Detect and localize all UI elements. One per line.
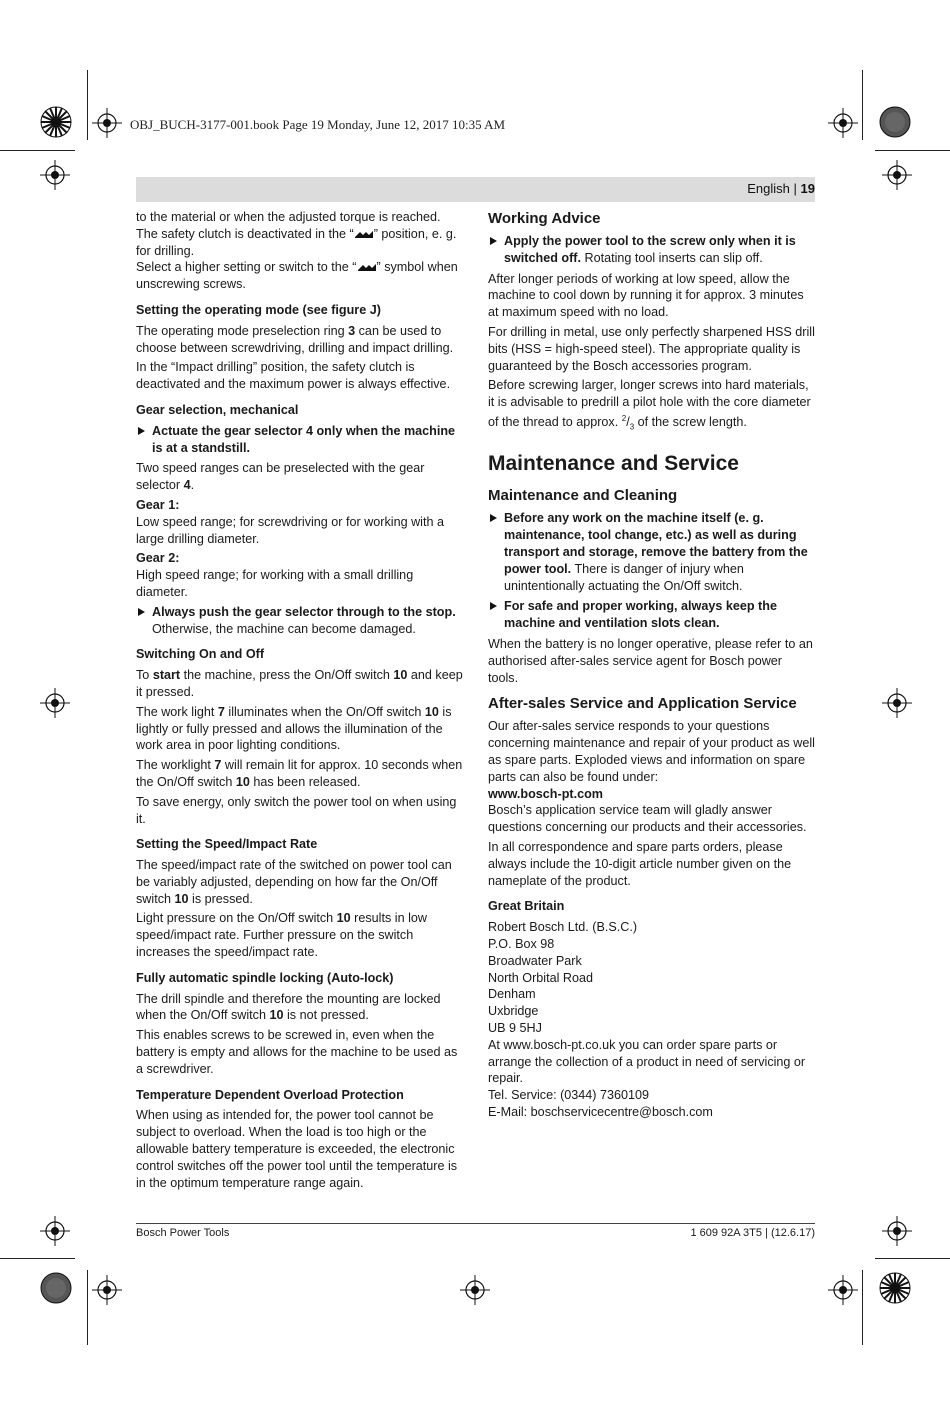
section-heading: Switching On and Off (136, 647, 265, 662)
registration-target-icon (92, 1275, 122, 1305)
bullet-triangle-icon (138, 608, 145, 616)
paragraph: Two speed ranges can be preselected with the gear selector 4. (136, 461, 425, 493)
phone-line: Tel. Service: (0344) 7360109 (488, 1088, 650, 1103)
section-heading: Temperature Dependent Overload Protection (136, 1087, 404, 1102)
address-line: Denham (488, 987, 536, 1002)
right-column (488, 209, 815, 1121)
paragraph: Low speed range; for screwdriving or for working with a large drilling diameter. (136, 514, 444, 546)
drill-symbol-icon (354, 230, 374, 239)
paragraph: The operating mode preselection ring 3 can be used to choose between screwdriving, drilling and impact drilling. (136, 323, 454, 355)
gray-disc-mark-icon (40, 1272, 72, 1304)
footer-brand: Bosch Power Tools (136, 1227, 230, 1239)
address-line: Uxbridge (488, 1004, 539, 1019)
warning-bullet: Actuate the gear selector 4 only when the machine is at a standstill. (136, 423, 463, 457)
service-url-link[interactable]: www.bosch-pt.com (488, 786, 603, 801)
registration-target-icon (40, 1216, 70, 1246)
gray-disc-mark-icon (879, 106, 911, 138)
paragraph: Light pressure on the On/Off switch 10 results in low speed/impact rate. Further pressure on the switch increases the speed/impact rate. (136, 911, 427, 960)
registration-target-icon (882, 688, 912, 718)
address-line: P.O. Box 98 (488, 937, 555, 951)
paragraph: The drill spindle and therefore the mounting are locked when the On/Off switch 10 is not pressed. (136, 991, 441, 1023)
warning-bullet: Before any work on the machine itself (e. g. maintenance, tool change, etc.) as well as during transport and storage, remove the battery from the power tool. There is danger of injury when unintentionally actuating the On/Off switch. (488, 510, 815, 594)
page-header (747, 181, 815, 196)
bullet-triangle-icon (490, 602, 497, 610)
page-header-bar (136, 177, 815, 202)
bullet-triangle-icon (138, 427, 145, 435)
paragraph: The speed/impact rate of the switched on power tool can be variably adjusted, depending on how far the On/Off switch 10 is pressed. (136, 858, 452, 906)
footer-doc-number: 1 609 92A 3T5 | (12.6.17) (690, 1227, 815, 1239)
starburst-mark-icon (40, 106, 72, 138)
file-meta-line: OBJ_BUCH-3177-001.book Page 19 Monday, June 12, 2017 10:35 AM (130, 117, 506, 132)
registration-target-icon (828, 1275, 858, 1305)
paragraph: High speed range; for working with a small drilling diameter. (136, 568, 414, 599)
section-heading: After-sales Service and Application Service (488, 695, 797, 713)
warning-bullet: Apply the power tool to the screw only when it is switched off. Rotating tool inserts can slip off. (488, 233, 815, 267)
section-heading: Fully automatic spindle locking (Auto-lock) (136, 970, 394, 985)
page-number: 19 (800, 181, 815, 196)
chapter-title: Maintenance and Service (488, 452, 739, 476)
paragraph: In all correspondence and spare parts orders, please always include the 10-digit article number given on the nameplate of the product. (488, 840, 792, 888)
bullet-triangle-icon (490, 237, 497, 245)
paragraph: The work light 7 illuminates when the On/Off switch 10 is lightly or fully pressed and allows the illumination of the work area in poor lighting conditions. (136, 704, 452, 753)
header-language: English (747, 181, 790, 196)
warning-bullet: Always push the gear selector through to the stop. Otherwise, the machine can become damaged. (136, 604, 463, 638)
starburst-mark-icon (879, 1272, 911, 1304)
section-heading: Setting the Speed/Impact Rate (136, 837, 318, 852)
drill-symbol-icon (357, 263, 377, 272)
paragraph: Our after-sales service responds to your questions concerning maintenance and repair of your product as well as spare parts. Exploded views and information on spare parts can also be found under: (488, 719, 815, 784)
paragraph: When using as intended for, the power tool cannot be subject to overload. When the load is too high or the allowable battery temperature is exceeded, the electronic control switches off the power tool until the temperature is in the optimum temperature range again. (136, 1108, 458, 1190)
paragraph: For drilling in metal, use only perfectly sharpened HSS drill bits (HSS = high-speed steel). The appropriate quality is guaranteed by the Bosch accessories program. (488, 324, 815, 373)
footer-rule (136, 1223, 815, 1224)
paragraph: Bosch’s application service team will gladly answer questions concerning our products and their accessories. (488, 803, 807, 835)
address-line: North Orbital Road (488, 970, 593, 985)
registration-target-icon (40, 688, 70, 718)
section-heading: Maintenance and Cleaning (488, 487, 678, 505)
paragraph: The worklight 7 will remain lit for approx. 10 seconds when the On/Off switch 10 has been released. (136, 758, 463, 789)
fraction: $^2/_3$ (621, 413, 635, 432)
registration-target-icon (460, 1275, 490, 1305)
section-heading: Great Britain (488, 899, 565, 914)
left-column (136, 209, 463, 1194)
gear-label: Gear 1: (136, 497, 180, 512)
warning-bullet: For safe and proper working, always keep the machine and ventilation slots clean. (488, 598, 815, 632)
paragraph: After longer periods of working at low speed, allow the machine to cool down by running it for approx. 3 minutes at maximum speed with no load. (488, 271, 804, 320)
registration-target-icon (882, 1216, 912, 1246)
registration-target-icon (882, 160, 912, 190)
address-line: Robert Bosch Ltd. (B.S.C.) (488, 920, 638, 935)
section-heading: Setting the operating mode (see figure J) (136, 302, 381, 317)
paragraph: This enables screws to be screwed in, even when the battery is empty and allows for the machine to be used as a screwdriver. (136, 1028, 458, 1076)
email-line: E-Mail: boschservicecentre@bosch.com (488, 1104, 713, 1119)
section-heading: Working Advice (488, 210, 601, 227)
paragraph: Before screwing larger, longer screws into hard materials, it is advisable to predrill a pilot hole with the core diameter of the thread to approx. $^2/_3$ of the screw length. (488, 378, 811, 432)
header-separator: | (793, 181, 797, 196)
bullet-triangle-icon (490, 514, 497, 522)
paragraph: In the “Impact drilling” position, the safety clutch is deactivated and the maximum power is always effective. (136, 360, 451, 392)
paragraph: When the battery is no longer operative, please refer to an authorised after-sales service agent for Bosch power tools. (488, 637, 813, 685)
gear-label: Gear 2: (136, 551, 180, 566)
paragraph: At www.bosch-pt.co.uk you can order spare parts or arrange the collection of a product in need of servicing or repair. (488, 1037, 806, 1086)
address-line: Broadwater Park (488, 953, 582, 968)
continued-paragraph: to the material or when the adjusted torque is reached. The safety clutch is deactivated in the “ ” position, e. g. for drilling. Select a higher setting or switch to the “ ” symbol when unscrewing screws. (136, 210, 458, 292)
registration-target-icon (92, 108, 122, 138)
address-line: UB 9 5HJ (488, 1020, 542, 1035)
registration-target-icon (40, 160, 70, 190)
address-block (488, 919, 815, 1037)
section-heading: Gear selection, mechanical (136, 402, 299, 417)
paragraph: To save energy, only switch the power tool on when using it. (136, 794, 457, 826)
registration-target-icon (828, 108, 858, 138)
paragraph: To start the machine, press the On/Off switch 10 and keep it pressed. (136, 668, 463, 699)
